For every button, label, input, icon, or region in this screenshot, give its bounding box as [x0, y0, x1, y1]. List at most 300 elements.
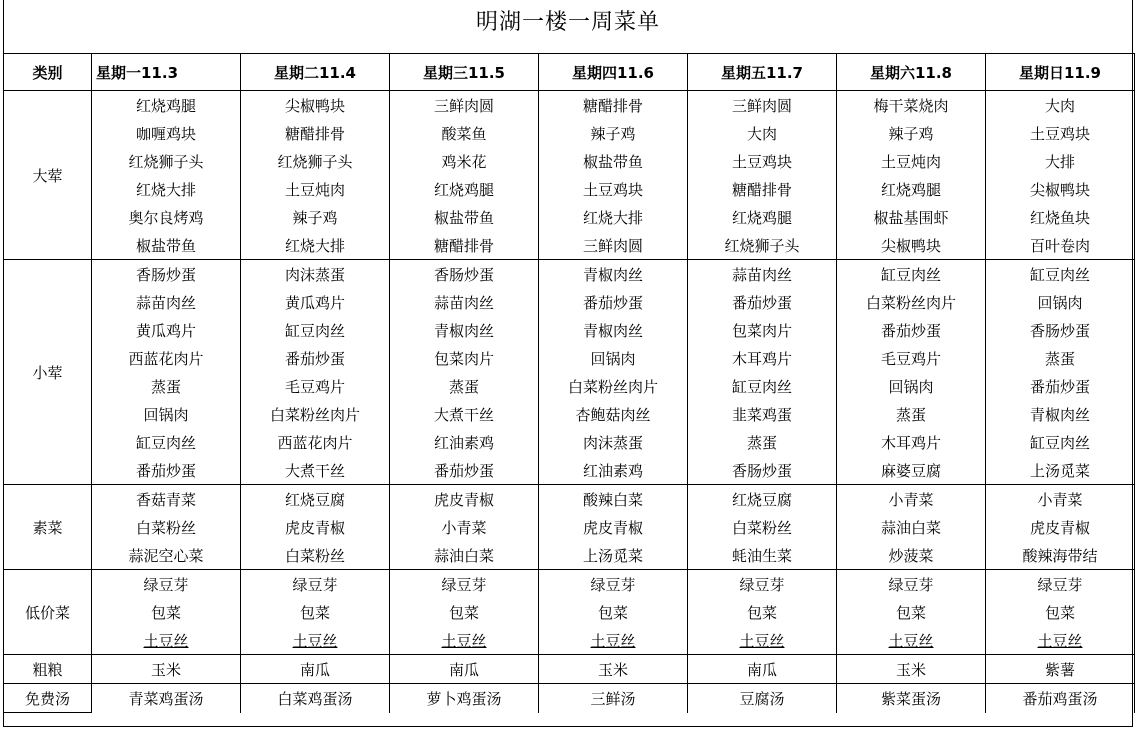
dish-name: 酸辣白菜 [582, 490, 643, 509]
dish-cell [92, 260, 241, 289]
dish-cell [688, 684, 837, 713]
dish-name: 绿豆芽 [888, 575, 934, 594]
dish-cell [390, 513, 539, 541]
dish-cell [539, 119, 688, 147]
dish-cell [539, 260, 688, 289]
dish-name: 包菜 [746, 603, 777, 622]
dish-cell [92, 175, 241, 203]
menu-body [4, 91, 1135, 713]
dish-name: 缸豆肉丝 [1029, 433, 1090, 452]
dish-name: 白菜粉丝 [284, 546, 345, 565]
dish-cell [837, 203, 986, 231]
dish-name: 椒盐带鱼 [135, 236, 196, 255]
dish-name: 西蓝花肉片 [277, 433, 353, 452]
dish-name: 番茄炒蛋 [1029, 377, 1090, 396]
dish-cell [837, 541, 986, 570]
day-header: 星期三11.5 [390, 54, 539, 91]
dish-cell [986, 203, 1135, 231]
dish-cell [390, 231, 539, 260]
dish-name: 南瓜 [448, 660, 479, 679]
dish-cell [986, 428, 1135, 456]
dish-cell [241, 316, 390, 344]
dish-name: 土豆鸡块 [731, 152, 792, 171]
menu-row [4, 626, 1135, 655]
dish-cell [390, 288, 539, 316]
dish-cell [241, 456, 390, 485]
dish-cell [92, 598, 241, 626]
dish-cell [92, 147, 241, 175]
dish-name: 回锅肉 [143, 405, 189, 424]
dish-cell [92, 570, 241, 599]
dish-name: 黄瓜鸡片 [284, 293, 345, 312]
dish-name: 土豆丝 [441, 631, 487, 650]
dish-cell [241, 513, 390, 541]
dish-cell [539, 541, 688, 570]
category-cell: 大荤 [4, 91, 92, 260]
dish-name: 毛豆鸡片 [284, 377, 345, 396]
dish-cell [837, 91, 986, 120]
dish-cell [241, 570, 390, 599]
dish-name: 木耳鸡片 [731, 349, 792, 368]
dish-cell [688, 626, 837, 655]
dish-name: 虎皮青椒 [433, 490, 494, 509]
dish-cell [241, 684, 390, 713]
dish-name: 包菜 [150, 603, 181, 622]
day-header: 星期四11.6 [539, 54, 688, 91]
dish-name: 红烧鸡腿 [731, 208, 792, 227]
category-header: 类别 [4, 54, 92, 91]
dish-cell [241, 428, 390, 456]
dish-name: 三鲜汤 [590, 689, 636, 708]
dish-name: 麻婆豆腐 [880, 461, 941, 480]
dish-name: 奥尔良烤鸡 [128, 208, 204, 227]
dish-cell [688, 428, 837, 456]
dish-cell [539, 570, 688, 599]
dish-cell [241, 231, 390, 260]
dish-name: 蒜苗肉丝 [731, 265, 792, 284]
dish-cell [241, 485, 390, 514]
category-cell: 素菜 [4, 485, 92, 570]
dish-name: 土豆鸡块 [582, 180, 643, 199]
dish-cell [837, 147, 986, 175]
dish-name: 香肠炒蛋 [1029, 321, 1090, 340]
dish-cell [837, 513, 986, 541]
dish-cell [241, 372, 390, 400]
dish-name: 韭菜鸡蛋 [731, 405, 792, 424]
dish-name: 紫薯 [1044, 660, 1075, 679]
dish-name: 南瓜 [746, 660, 777, 679]
dish-name: 土豆丝 [739, 631, 785, 650]
dish-name: 土豆丝 [292, 631, 338, 650]
dish-cell [539, 288, 688, 316]
dish-cell [986, 147, 1135, 175]
dish-cell [688, 288, 837, 316]
dish-cell [539, 598, 688, 626]
dish-cell [390, 626, 539, 655]
dish-name: 土豆丝 [1037, 631, 1083, 650]
dish-name: 红烧鱼块 [1029, 208, 1090, 227]
dish-name: 白菜粉丝 [731, 518, 792, 537]
dish-name: 回锅肉 [1037, 293, 1083, 312]
dish-name: 红油素鸡 [433, 433, 494, 452]
dish-cell [986, 626, 1135, 655]
dish-name: 杏鲍菇肉丝 [575, 405, 651, 424]
menu-row [4, 570, 1135, 599]
dish-cell [390, 91, 539, 120]
dish-cell [92, 400, 241, 428]
dish-name: 红烧大排 [582, 208, 643, 227]
dish-name: 番茄炒蛋 [731, 293, 792, 312]
dish-cell [92, 119, 241, 147]
dish-name: 木耳鸡片 [880, 433, 941, 452]
dish-cell [837, 485, 986, 514]
dish-name: 白菜粉丝肉片 [269, 405, 360, 424]
dish-name: 毛豆鸡片 [880, 349, 941, 368]
dish-cell [986, 316, 1135, 344]
dish-cell [986, 485, 1135, 514]
dish-cell [986, 400, 1135, 428]
dish-name: 青椒肉丝 [433, 321, 494, 340]
day-header: 星期一11.3 [92, 54, 241, 91]
dish-cell [539, 175, 688, 203]
dish-name: 红烧鸡腿 [880, 180, 941, 199]
dish-name: 辣子鸡 [888, 124, 934, 143]
dish-name: 土豆丝 [143, 631, 189, 650]
dish-name: 青椒肉丝 [582, 265, 643, 284]
dish-name: 三鲜肉圆 [433, 96, 494, 115]
dish-name: 土豆炖肉 [880, 152, 941, 171]
dish-cell [986, 372, 1135, 400]
dish-name: 包菜 [1044, 603, 1075, 622]
category-cell: 小荤 [4, 260, 92, 485]
dish-name: 大煮干丝 [284, 461, 345, 480]
dish-cell [986, 91, 1135, 120]
dish-name: 香肠炒蛋 [135, 265, 196, 284]
dish-name: 青椒肉丝 [582, 321, 643, 340]
dish-cell [688, 203, 837, 231]
dish-name: 梅干菜烧肉 [873, 96, 949, 115]
dish-name: 炒菠菜 [888, 546, 934, 565]
dish-cell [390, 203, 539, 231]
dish-cell [390, 570, 539, 599]
menu-row [4, 231, 1135, 260]
dish-name: 尖椒鸭块 [1029, 180, 1090, 199]
dish-name: 椒盐基围虾 [873, 208, 949, 227]
dish-name: 番茄炒蛋 [284, 349, 345, 368]
dish-name: 缸豆肉丝 [880, 265, 941, 284]
menu-row [4, 684, 1135, 713]
dish-name: 豆腐汤 [739, 689, 785, 708]
dish-name: 白菜鸡蛋汤 [277, 689, 353, 708]
dish-name: 缸豆肉丝 [284, 321, 345, 340]
dish-name: 番茄炒蛋 [880, 321, 941, 340]
dish-cell [688, 400, 837, 428]
dish-cell [241, 626, 390, 655]
dish-cell [986, 570, 1135, 599]
dish-name: 小青菜 [441, 518, 487, 537]
dish-name: 红烧大排 [284, 236, 345, 255]
dish-name: 黄瓜鸡片 [135, 321, 196, 340]
dish-name: 肉沫蒸蛋 [582, 433, 643, 452]
dish-name: 番茄炒蛋 [582, 293, 643, 312]
dish-name: 蒸蛋 [895, 405, 926, 424]
page-title: 明湖一楼一周菜单 [475, 10, 660, 35]
dish-cell [92, 288, 241, 316]
dish-cell [837, 260, 986, 289]
dish-cell [539, 147, 688, 175]
dish-cell [837, 428, 986, 456]
dish-cell [92, 456, 241, 485]
dish-name: 绿豆芽 [1037, 575, 1083, 594]
dish-name: 回锅肉 [590, 349, 636, 368]
dish-cell [986, 231, 1135, 260]
dish-name: 番茄鸡蛋汤 [1022, 689, 1098, 708]
dish-cell [390, 598, 539, 626]
dish-cell [390, 372, 539, 400]
dish-name: 白菜粉丝肉片 [567, 377, 658, 396]
dish-cell [688, 260, 837, 289]
dish-cell [539, 513, 688, 541]
dish-cell [837, 456, 986, 485]
dish-cell [390, 316, 539, 344]
dish-name: 香菇青菜 [135, 490, 196, 509]
dish-cell [92, 655, 241, 684]
menu-row [4, 655, 1135, 684]
dish-name: 紫菜蛋汤 [880, 689, 941, 708]
dish-cell [688, 456, 837, 485]
dish-name: 包菜 [895, 603, 926, 622]
dish-cell [986, 260, 1135, 289]
day-header: 星期二11.4 [241, 54, 390, 91]
dish-name: 蒸蛋 [1044, 349, 1075, 368]
dish-name: 小青菜 [1037, 490, 1083, 509]
dish-name: 缸豆肉丝 [731, 377, 792, 396]
dish-cell [837, 175, 986, 203]
dish-cell [241, 288, 390, 316]
dish-name: 上汤觅菜 [1029, 461, 1090, 480]
dish-name: 大排 [1044, 152, 1075, 171]
dish-name: 蒸蛋 [746, 433, 777, 452]
dish-cell [390, 175, 539, 203]
dish-name: 大肉 [1044, 96, 1075, 115]
menu-row [4, 288, 1135, 316]
dish-name: 鸡米花 [441, 152, 487, 171]
dish-cell [241, 91, 390, 120]
dish-name: 三鲜肉圆 [582, 236, 643, 255]
dish-cell [539, 684, 688, 713]
dish-name: 包菜 [448, 603, 479, 622]
dish-cell [688, 372, 837, 400]
dish-cell [241, 260, 390, 289]
dish-cell [539, 626, 688, 655]
dish-name: 土豆炖肉 [284, 180, 345, 199]
dish-name: 香肠炒蛋 [731, 461, 792, 480]
dish-cell [539, 428, 688, 456]
dish-cell [837, 655, 986, 684]
dish-cell [986, 513, 1135, 541]
dish-cell [688, 147, 837, 175]
dish-cell [688, 175, 837, 203]
dish-cell [92, 316, 241, 344]
dish-cell [241, 400, 390, 428]
dish-cell [539, 203, 688, 231]
dish-cell [539, 91, 688, 120]
dish-cell [837, 288, 986, 316]
menu-row [4, 428, 1135, 456]
dish-name: 绿豆芽 [143, 575, 189, 594]
dish-name: 红烧鸡腿 [433, 180, 494, 199]
dish-name: 缸豆肉丝 [1029, 265, 1090, 284]
category-cell: 粗粮 [4, 655, 92, 684]
dish-cell [986, 684, 1135, 713]
dish-cell [241, 541, 390, 570]
dish-cell [837, 400, 986, 428]
dish-cell [241, 598, 390, 626]
dish-cell [390, 684, 539, 713]
dish-cell [837, 372, 986, 400]
dish-name: 蒸蛋 [150, 377, 181, 396]
dish-cell [92, 231, 241, 260]
menu-row [4, 260, 1135, 289]
dish-cell [390, 260, 539, 289]
dish-cell [688, 485, 837, 514]
dish-name: 白菜粉丝 [135, 518, 196, 537]
dish-name: 虎皮青椒 [1029, 518, 1090, 537]
dish-cell [688, 541, 837, 570]
dish-name: 蒜油白菜 [433, 546, 494, 565]
dish-name: 蒜油白菜 [880, 518, 941, 537]
dish-name: 蒜苗肉丝 [433, 293, 494, 312]
dish-name: 包菜肉片 [731, 321, 792, 340]
dish-name: 红烧大排 [135, 180, 196, 199]
dish-cell [688, 119, 837, 147]
dish-name: 青椒肉丝 [1029, 405, 1090, 424]
dish-cell [390, 655, 539, 684]
dish-cell [539, 372, 688, 400]
dish-name: 红烧狮子头 [128, 152, 204, 171]
dish-name: 尖椒鸭块 [284, 96, 345, 115]
menu-row [4, 456, 1135, 485]
dish-name: 三鲜肉圆 [731, 96, 792, 115]
dish-cell [390, 428, 539, 456]
dish-name: 绿豆芽 [739, 575, 785, 594]
dish-name: 番茄炒蛋 [135, 461, 196, 480]
dish-name: 上汤觅菜 [582, 546, 643, 565]
dish-cell [688, 91, 837, 120]
dish-cell [837, 231, 986, 260]
dish-cell [92, 485, 241, 514]
dish-cell [539, 231, 688, 260]
dish-name: 回锅肉 [888, 377, 934, 396]
dish-cell [539, 485, 688, 514]
menu-row [4, 344, 1135, 372]
dish-cell [241, 655, 390, 684]
dish-name: 南瓜 [299, 660, 330, 679]
dish-name: 糖醋排骨 [433, 236, 494, 255]
dish-name: 土豆鸡块 [1029, 124, 1090, 143]
dish-name: 红烧狮子头 [277, 152, 353, 171]
dish-name: 绿豆芽 [441, 575, 487, 594]
dish-name: 包菜 [597, 603, 628, 622]
dish-name: 蚝油生菜 [731, 546, 792, 565]
dish-cell [986, 541, 1135, 570]
dish-name: 红烧狮子头 [724, 236, 800, 255]
dish-name: 土豆丝 [888, 631, 934, 650]
dish-name: 大煮干丝 [433, 405, 494, 424]
menu-row [4, 400, 1135, 428]
dish-name: 绿豆芽 [292, 575, 338, 594]
dish-cell [837, 570, 986, 599]
dish-name: 百叶卷肉 [1029, 236, 1090, 255]
dish-cell [92, 684, 241, 713]
dish-cell [986, 175, 1135, 203]
dish-cell [390, 456, 539, 485]
dish-name: 糖醋排骨 [731, 180, 792, 199]
dish-name: 萝卜鸡蛋汤 [426, 689, 502, 708]
menu-row [4, 316, 1135, 344]
header-row [4, 54, 1135, 91]
dish-cell [837, 316, 986, 344]
dish-name: 糖醋排骨 [582, 96, 643, 115]
dish-cell [390, 147, 539, 175]
dish-name: 椒盐带鱼 [433, 208, 494, 227]
dish-cell [241, 147, 390, 175]
category-cell: 低价菜 [4, 570, 92, 655]
menu-row [4, 513, 1135, 541]
dish-cell [986, 655, 1135, 684]
dish-cell [92, 541, 241, 570]
dish-name: 香肠炒蛋 [433, 265, 494, 284]
dish-name: 尖椒鸭块 [880, 236, 941, 255]
dish-name: 虎皮青椒 [582, 518, 643, 537]
dish-cell [986, 344, 1135, 372]
menu-row [4, 598, 1135, 626]
dish-cell [390, 541, 539, 570]
menu-row [4, 485, 1135, 514]
dish-cell [688, 570, 837, 599]
dish-cell [688, 344, 837, 372]
dish-name: 红油素鸡 [582, 461, 643, 480]
dish-cell [539, 456, 688, 485]
dish-cell [92, 372, 241, 400]
dish-name: 椒盐带鱼 [582, 152, 643, 171]
dish-name: 酸辣海带结 [1022, 546, 1098, 565]
dish-cell [390, 344, 539, 372]
dish-cell [837, 344, 986, 372]
dish-cell [241, 119, 390, 147]
dish-cell [688, 655, 837, 684]
day-header: 星期五11.7 [688, 54, 837, 91]
dish-cell [539, 400, 688, 428]
dish-name: 糖醋排骨 [284, 124, 345, 143]
dish-name: 大肉 [746, 124, 777, 143]
dish-name: 白菜粉丝肉片 [865, 293, 956, 312]
menu-row [4, 175, 1135, 203]
menu-row [4, 372, 1135, 400]
dish-cell [688, 598, 837, 626]
dish-name: 缸豆肉丝 [135, 433, 196, 452]
dish-name: 虎皮青椒 [284, 518, 345, 537]
dish-name: 玉米 [895, 660, 926, 679]
dish-cell [92, 428, 241, 456]
dish-cell [837, 684, 986, 713]
dish-cell [986, 288, 1135, 316]
dish-cell [390, 400, 539, 428]
dish-name: 绿豆芽 [590, 575, 636, 594]
dish-name: 玉米 [597, 660, 628, 679]
dish-name: 蒜苗肉丝 [135, 293, 196, 312]
dish-name: 咖喱鸡块 [135, 124, 196, 143]
